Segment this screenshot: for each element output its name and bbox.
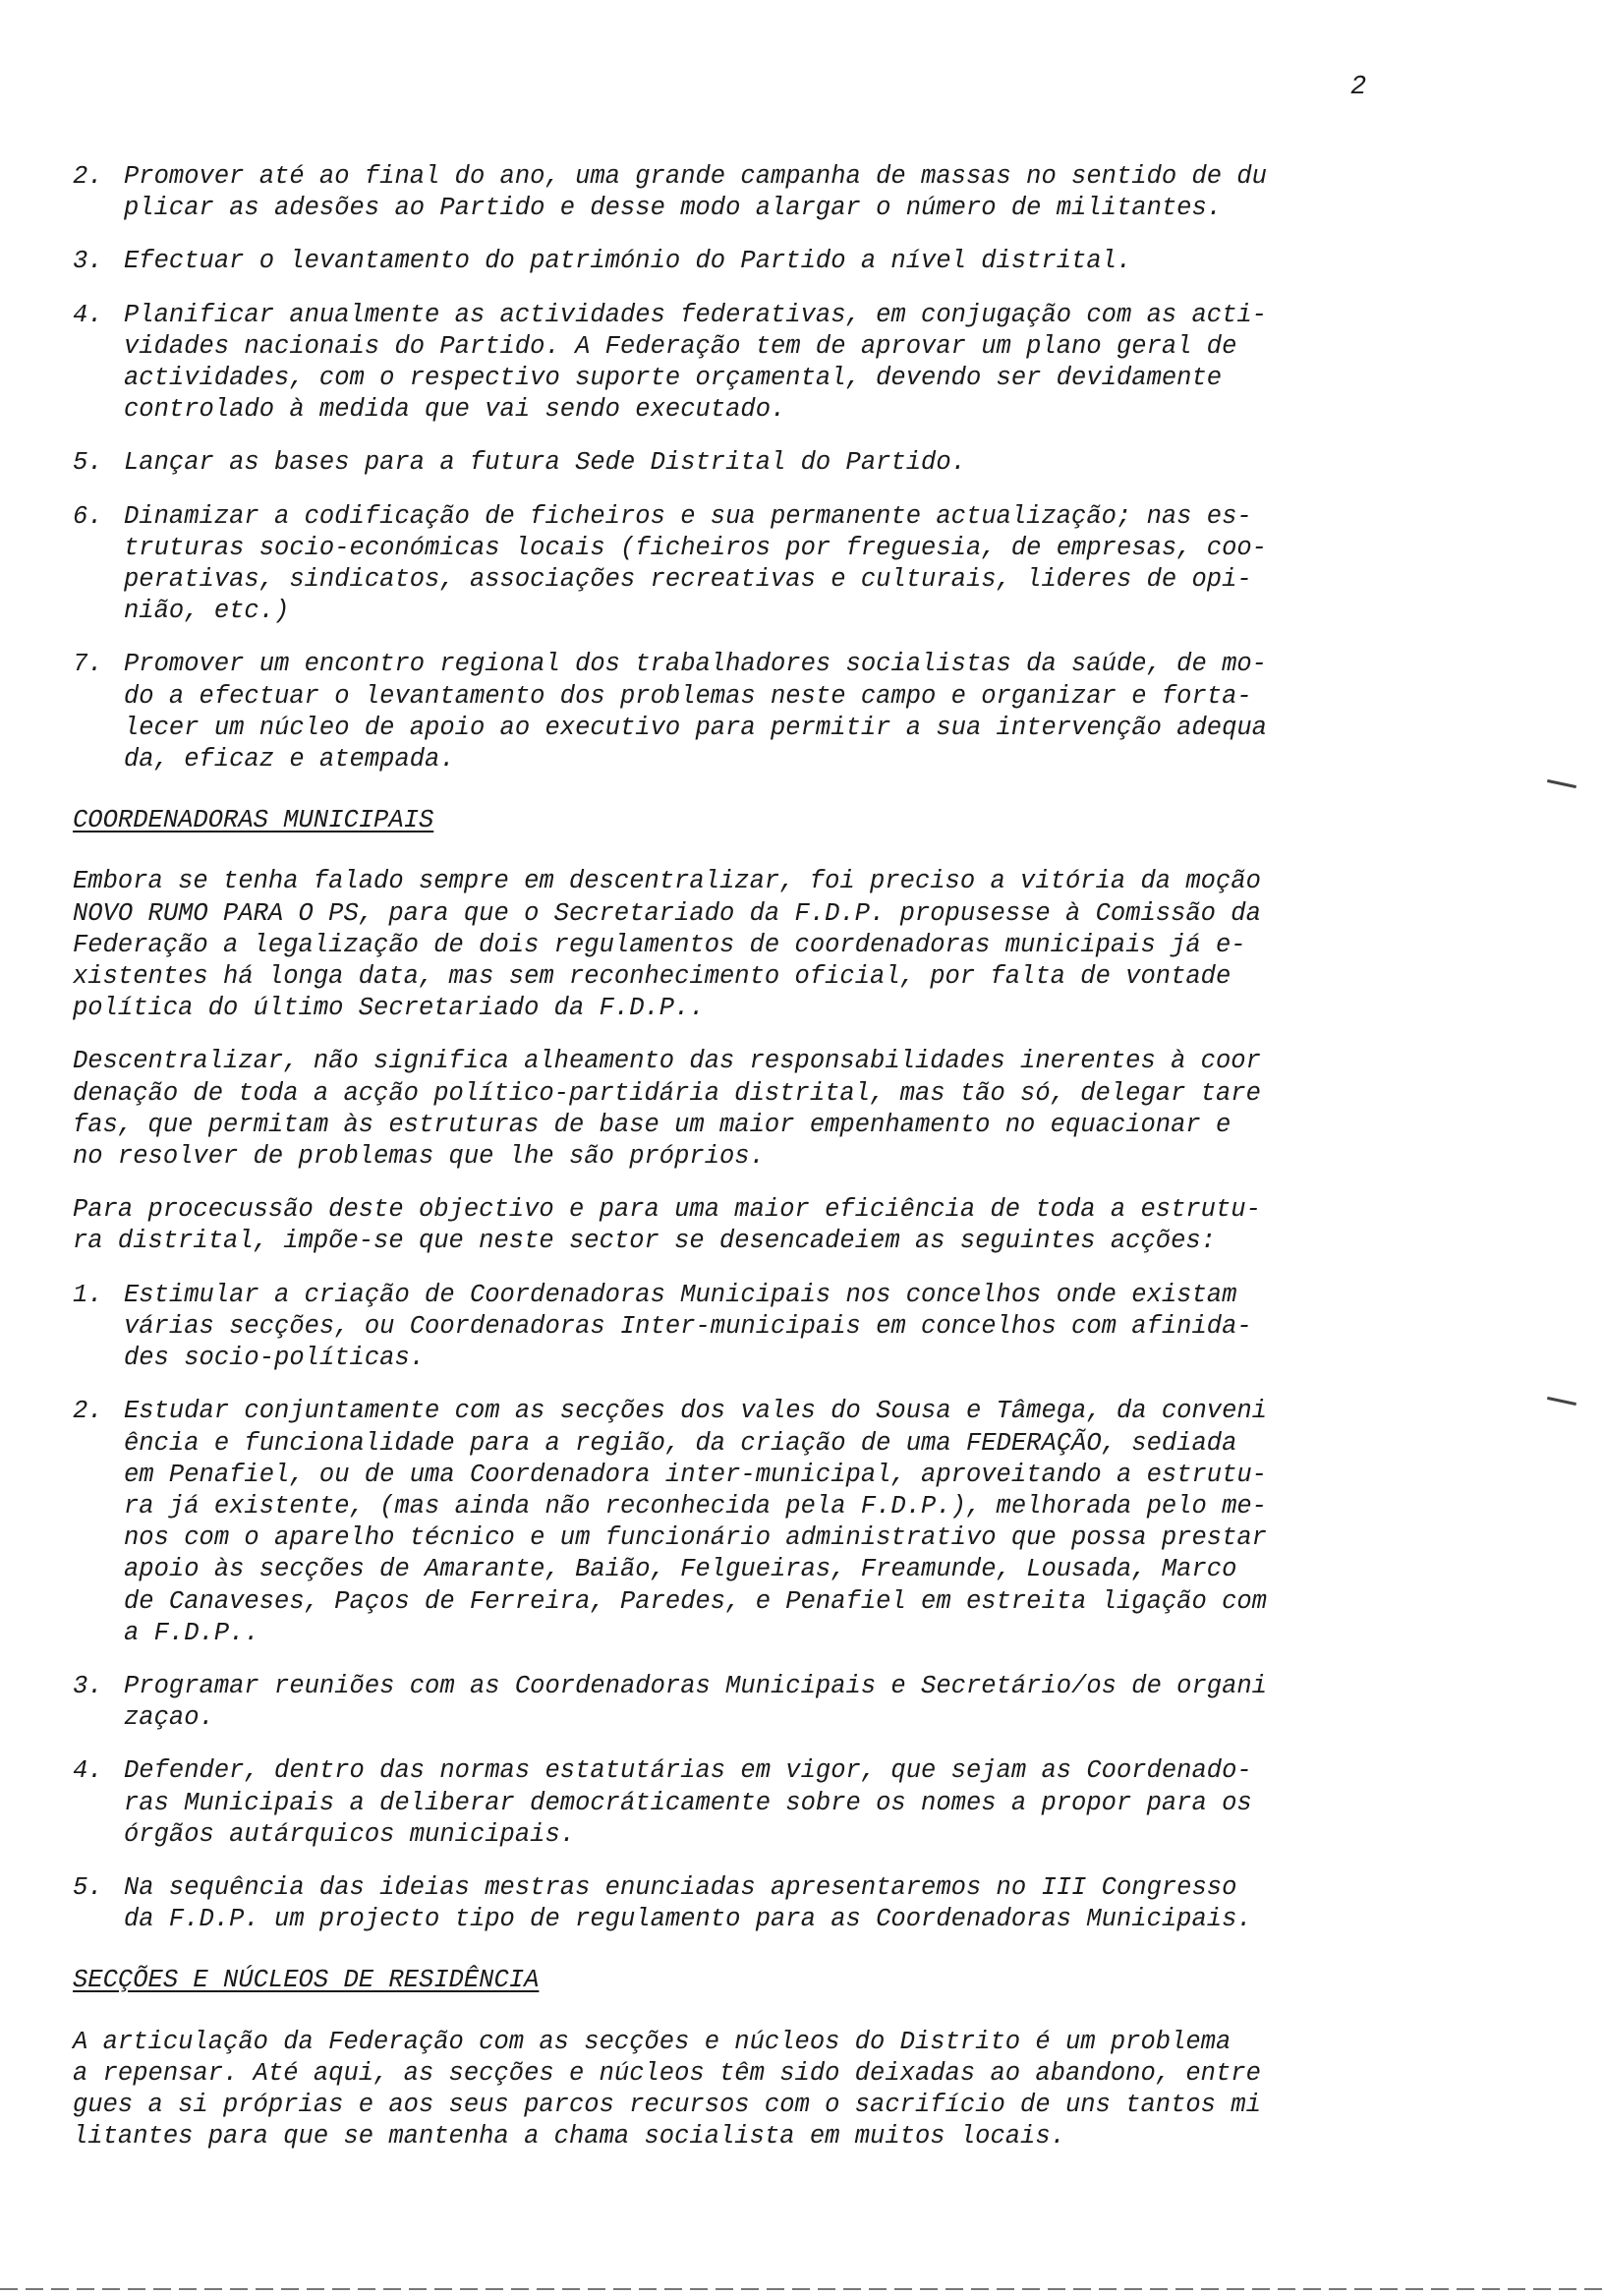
paragraph [73, 2027, 1390, 2153]
item-text [124, 246, 1390, 277]
item-text [124, 649, 1390, 775]
item-text [124, 161, 1390, 224]
text-line: lecer um núcleo de apoio ao executivo para permitir a sua intervenção adequa [124, 713, 1267, 742]
item-number: 5. [73, 1872, 103, 1902]
text-line: Para procecussão deste objectivo e para uma maior eficiência de toda a estrutu- [73, 1195, 1261, 1225]
text-line: gues a si próprias e aos seus parcos recursos com o sacrifício de uns tantos mi [73, 2090, 1261, 2119]
item-text [124, 1671, 1390, 1734]
list-item [73, 447, 1390, 479]
text-line: ras Municipais a deliberar democráticamente sobre os nomes a propor para os [124, 1788, 1252, 1817]
list-item [73, 501, 1390, 628]
text-line: denação de toda a acção político-partidária distrital, mas tão só, delegar tare [73, 1078, 1261, 1108]
item-number: 4. [73, 1756, 103, 1786]
text-line: a F.D.P.. [124, 1618, 259, 1647]
text-line: a repensar. Até aqui, as secções e núcleos têm sido deixadas ao abandono, entre [73, 2058, 1261, 2088]
text-line: fas, que permitam às estruturas de base um maior empenhamento no equacionar e [73, 1110, 1232, 1139]
list-item [73, 161, 1390, 224]
text-line: várias secções, ou Coordenadoras Inter-municipais em concelhos com afinida- [124, 1311, 1252, 1341]
paragraph [73, 1046, 1390, 1173]
text-line: Programar reuniões com as Coordenadoras Municipais e Secretário/os de organi [124, 1671, 1267, 1700]
text-line: apoio às secções de Amarante, Baião, Felgueiras, Freamunde, Lousada, Marco [124, 1555, 1237, 1584]
text-line: Dinamizar a codificação de ficheiros e sua permanente actualização; nas es- [124, 501, 1252, 531]
text-line: ência e funcionalidade para a região, da criação de uma FEDERAÇÃO, sediada [124, 1428, 1237, 1458]
text-line: controlado à medida que vai sendo executado. [124, 395, 786, 425]
text-line: truturas socio-económicas locais (ficheiros por freguesia, de empresas, coo- [124, 533, 1267, 562]
list-item [73, 1280, 1390, 1375]
text-line: Efectuar o levantamento do património do Partido a nível distrital. [124, 247, 1132, 276]
text-line: em Penafiel, ou de uma Coordenadora inter-municipal, aproveitando a estrutu- [124, 1460, 1267, 1489]
item-number: 3. [73, 247, 103, 276]
text-line: NOVO RUMO PARA O PS, para que o Secretariado da F.D.P. propusesse à Comissão da [73, 898, 1261, 928]
item-text [124, 1872, 1390, 1935]
text-line: Promover um encontro regional dos trabalhadores socialistas da saúde, de mo- [124, 650, 1267, 679]
text-line: vidades nacionais do Partido. A Federação tem de aprovar um plano geral de [124, 331, 1237, 361]
scan-mark [1547, 1397, 1576, 1406]
text-line: xistentes há longa data, mas sem reconhecimento oficial, por falta de vontade [73, 962, 1232, 992]
text-line: zaçao. [124, 1703, 214, 1733]
text-line: no resolver de problemas que lhe são próprios. [73, 1142, 765, 1172]
list-item [73, 649, 1390, 775]
item-number: 3. [73, 1671, 103, 1700]
item-number: 2. [73, 162, 103, 191]
scan-mark [1547, 779, 1576, 788]
section-heading-coordenadoras: COORDENADORAS MUNICIPAIS [73, 806, 434, 835]
text-line: nião, etc.) [124, 597, 290, 626]
item-number: 6. [73, 501, 103, 531]
item-text [124, 447, 1390, 479]
text-line: Promover até ao final do ano, uma grande campanha de massas no sentido de du [124, 162, 1267, 191]
text-line: Estimular a criação de Coordenadoras Municipais nos concelhos onde existam [124, 1280, 1237, 1309]
text-line: Descentralizar, não significa alheamento das responsabilidades inerentes à coor [73, 1047, 1261, 1076]
paragraph [73, 1194, 1390, 1257]
text-line: do a efectuar o levantamento dos problemas neste campo e organizar e forta- [124, 681, 1252, 711]
item-number: 4. [73, 300, 103, 329]
text-line: Lançar as bases para a futura Sede Distrital do Partido. [124, 448, 966, 478]
list-item [73, 1671, 1390, 1734]
paragraph [73, 866, 1390, 1024]
top-item-list [73, 161, 1390, 775]
item-text [124, 1280, 1390, 1375]
document-body [73, 161, 1390, 2152]
text-line: Defender, dentro das normas estatutárias em vigor, que sejam as Coordenado- [124, 1756, 1252, 1786]
text-line: Planificar anualmente as actividades federativas, em conjugação com as acti- [124, 300, 1267, 329]
page-number: 2 [1350, 73, 1367, 102]
item-number: 2. [73, 1397, 103, 1426]
item-text [124, 300, 1390, 427]
text-line: Na sequência das ideias mestras enunciadas apresentaremos no III Congresso [124, 1872, 1237, 1902]
text-line: de Canaveses, Paços de Ferreira, Paredes, e Penafiel em estreita ligação com [124, 1586, 1267, 1616]
text-line: da, eficaz e atempada. [124, 745, 455, 775]
item-text [124, 501, 1390, 628]
section-heading-seccoes: SECÇÕES E NÚCLEOS DE RESIDÊNCIA [73, 1966, 540, 1995]
text-line: órgãos autárquicos municipais. [124, 1819, 576, 1849]
item-number: 7. [73, 650, 103, 679]
text-line: actividades, com o respectivo suporte orçamental, devendo ser devidamente [124, 364, 1223, 393]
text-line: litantes para que se mantenha a chama socialista em muitos locais. [73, 2122, 1065, 2152]
text-line: da F.D.P. um projecto tipo de regulamento para as Coordenadoras Municipais. [124, 1905, 1252, 1934]
text-line: des socio-políticas. [124, 1344, 426, 1373]
text-line: A articulação da Federação com as secções e núcleos do Distrito é um problema [73, 2027, 1232, 2056]
text-line: política do último Secretariado da F.D.P.. [73, 994, 705, 1023]
text-line: Estudar conjuntamente com as secções dos vales do Sousa e Tâmega, da conveni [124, 1397, 1267, 1426]
text-line: plicar as adesões ao Partido e desse modo alargar o número de militantes. [124, 194, 1223, 223]
text-line: perativas, sindicatos, associações recreativas e culturais, lideres de opi- [124, 565, 1252, 595]
item-text [124, 1755, 1390, 1851]
text-line: ra distrital, impõe-se que neste sector se desencadeiem as seguintes acções: [73, 1227, 1216, 1256]
list-item [73, 1396, 1390, 1649]
text-line: nos com o aparelho técnico e um funcionário administrativo que possa prestar [124, 1523, 1267, 1553]
section1-item-list [73, 1280, 1390, 1936]
text-line: ra já existente, (mas ainda não reconhecida pela F.D.P.), melhorada pelo me- [124, 1491, 1267, 1521]
list-item [73, 1755, 1390, 1851]
item-text [124, 1396, 1390, 1649]
text-line: Federação a legalização de dois regulamentos de coordenadoras municipais já e- [73, 930, 1246, 959]
item-number: 5. [73, 448, 103, 478]
list-item [73, 300, 1390, 427]
item-number: 1. [73, 1280, 103, 1309]
list-item [73, 1872, 1390, 1935]
page-bottom-edge [0, 2288, 1604, 2290]
text-line: Embora se tenha falado sempre em descentralizar, foi preciso a vitória da moção [73, 867, 1261, 896]
list-item [73, 246, 1390, 277]
